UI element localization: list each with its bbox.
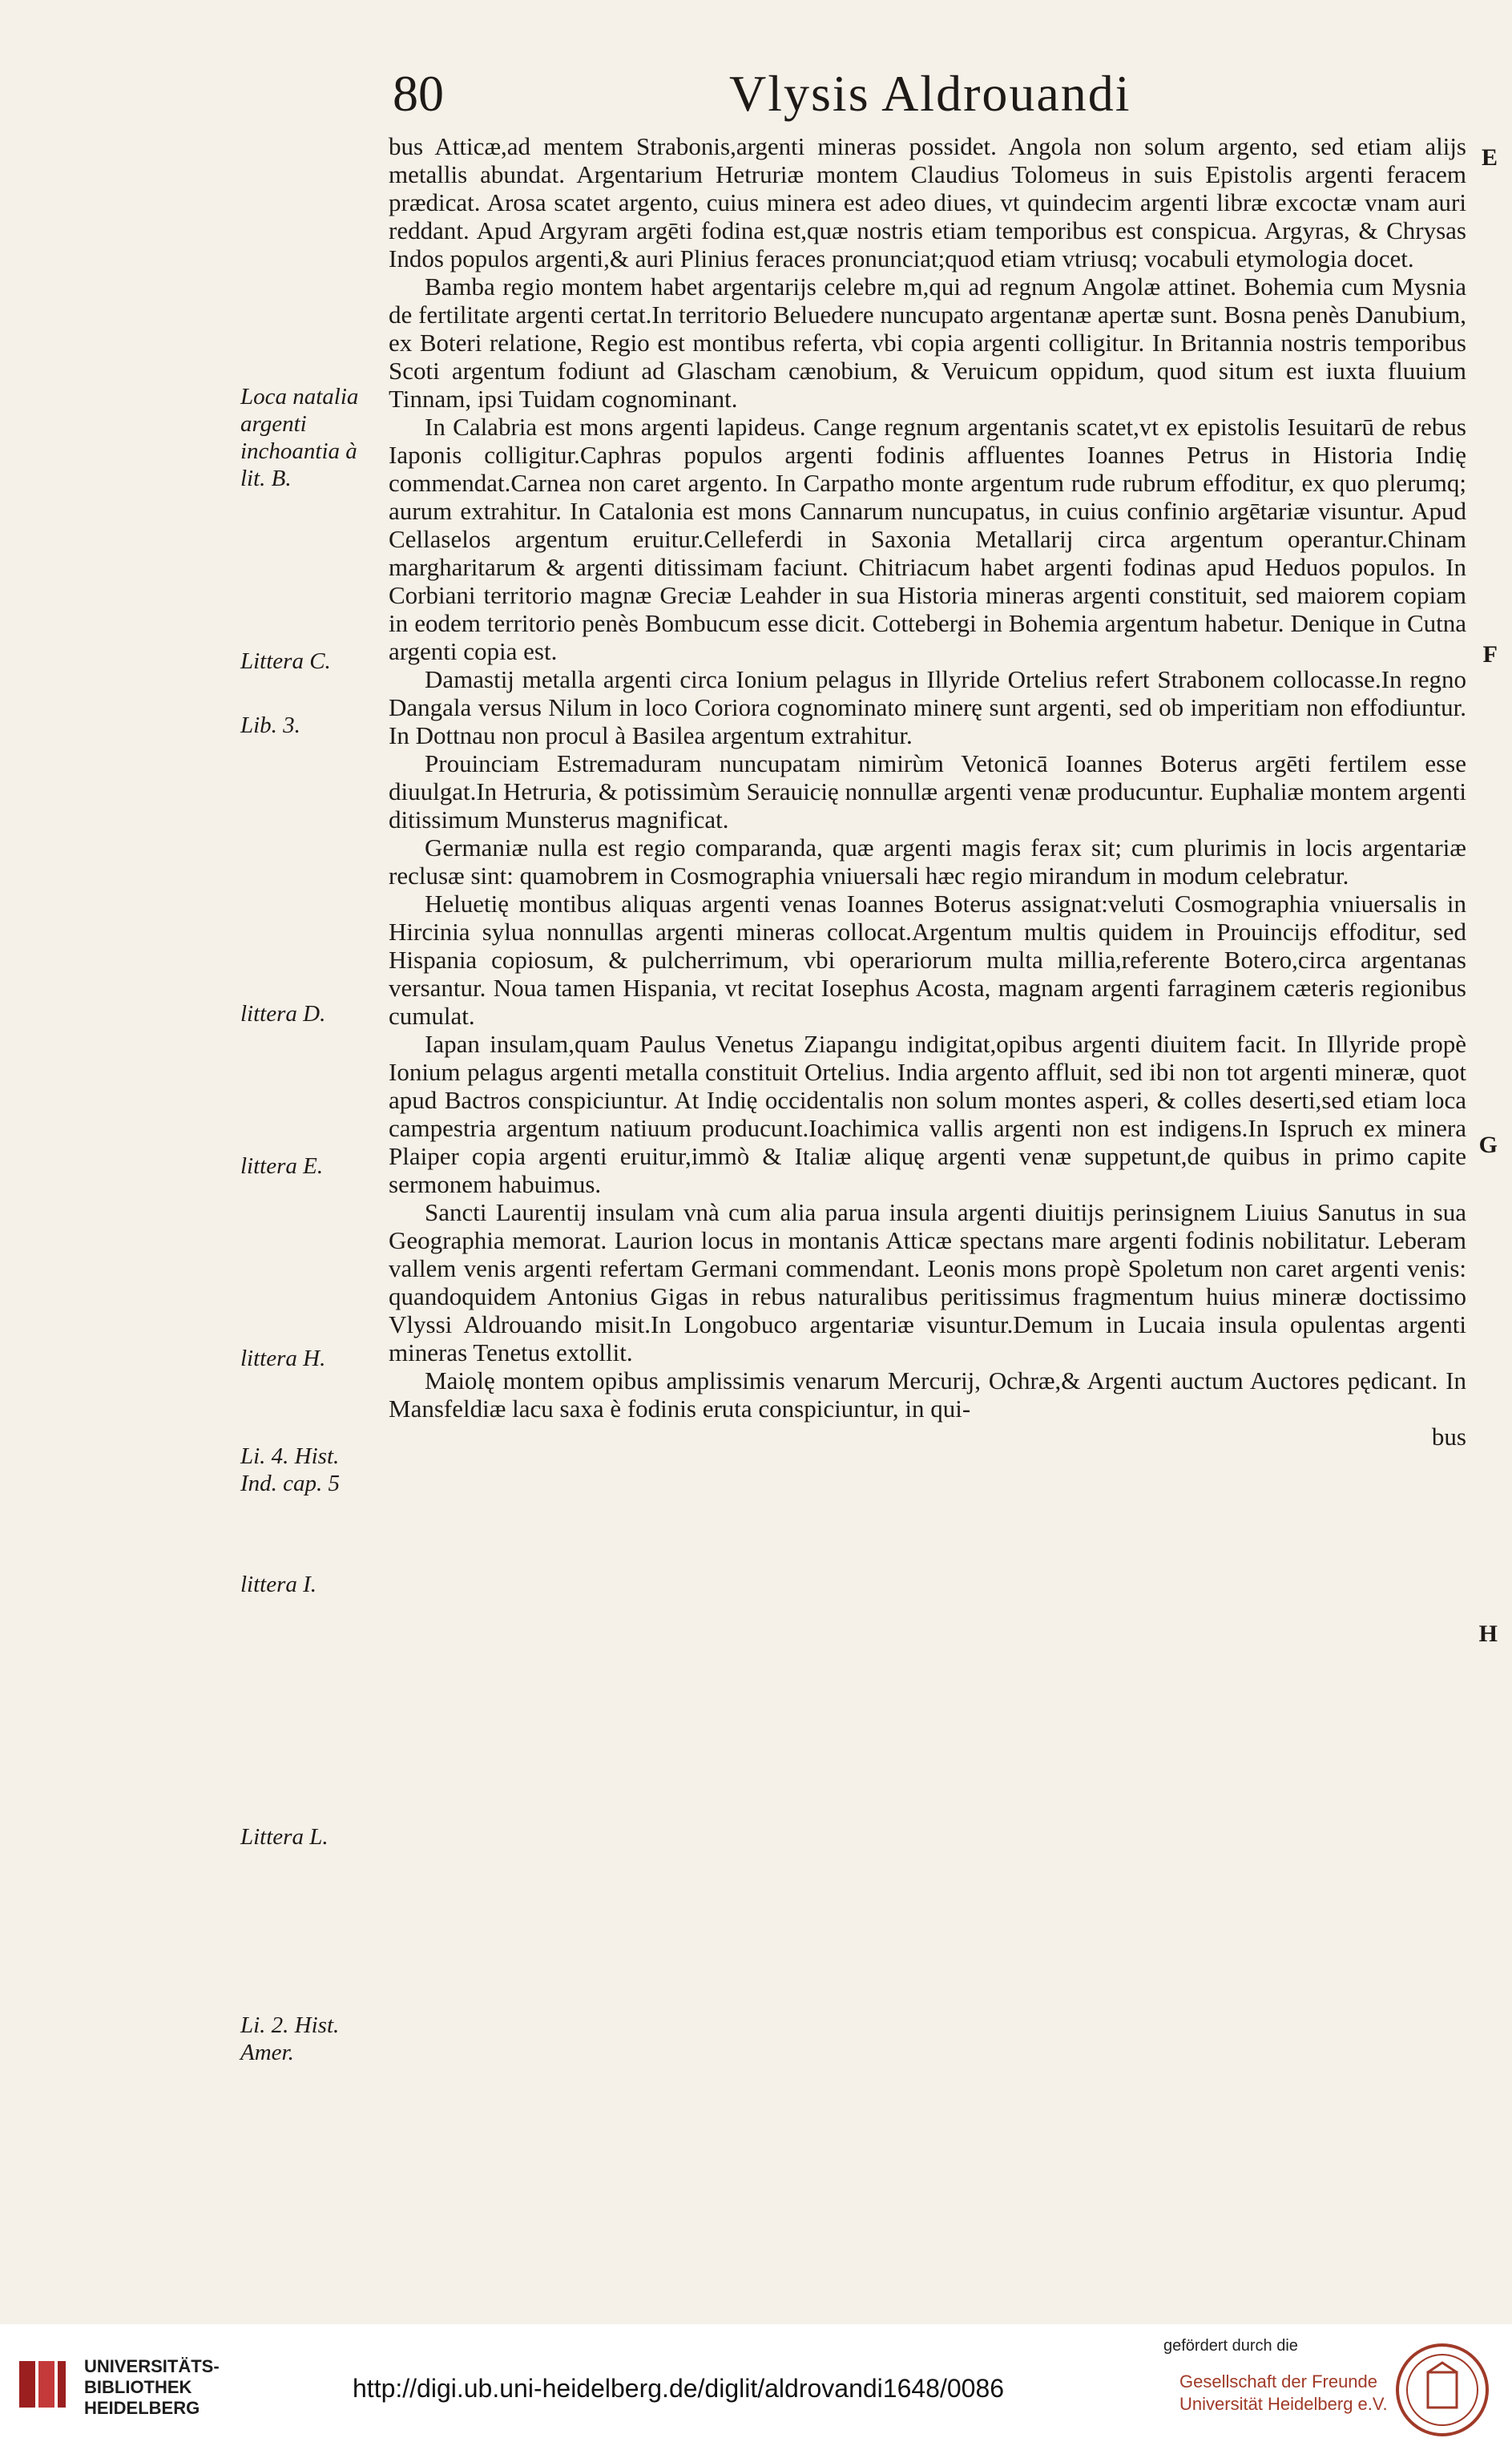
- margin-note: littera H.: [240, 1346, 326, 1371]
- paragraph: Iapan insulam,quam Paulus Venetus Ziapangu indigitat,opibus argenti diuitem facit. In Illyride propè Ionium pelagus argenti metalla constituit Ortelius. India argento affluit, sed ibi non tot argenti mineræ, quot apud Bactros conspiciuntur. At Indię occidentalis non solum montes asperi, & colles deserti,sed etiam loca campestria argentum natiuum producunt.Ioachimica vallis argenti non est indigens.In Ispruch ex minera Plaiper copia argenti eruitur,immò & Italiæ aliquę argenti venæ suppetunt,de quibus in primo capite sermonem habuimus.: [389, 1030, 1466, 1198]
- page-header: [0, 56, 1512, 128]
- signature-mark: G: [1478, 1132, 1498, 1158]
- running-title: Vlysis Aldrouandi: [729, 65, 1131, 122]
- margin-note: Littera L.: [240, 1824, 329, 1850]
- paragraph: Damastij metalla argenti circa Ionium pelagus in Illyride Ortelius refert Strabonem collocasse.In regno Dangala versus Nilum in loco Coriora cognominato minerę sunt argenti, sed ob imperitiam non effodiuntur. In Dottnau non procul à Basilea argentum extrahitur.: [389, 665, 1466, 749]
- paragraph: bus Atticæ,ad mentem Strabonis,argenti mineras possidet. Angola non solum argento, sed etiam alijs metallis abundat. Argentarium Hetruriæ montem Claudius Tolomeus in suis Epistolis argenti feracem prædicat. Arosa scatet argento, cuius minera est adeo diues, vt quindecim argenti libræ excoctæ vnam auri reddant. Apud Argyram argēti fodina est,quæ nostris etiam temporibus est conspicua. Argyras, & Chrysas Indos populos argenti,& auri Plinius feraces pronunciat;quod etiam vtriusq; vocabuli etymologia docet.: [389, 132, 1466, 272]
- catchword: bus: [1431, 1423, 1466, 1451]
- page-number: 80: [393, 65, 444, 122]
- paragraph: Germaniæ nulla est regio comparanda, quæ argenti magis ferax sit; cum plurimis in locis argentariæ reclusæ sint: quamobrem in Cosmographia vniuersali hæc regio mirandum in modum celebratur.: [389, 834, 1466, 890]
- paragraph: Prouinciam Estremaduram nuncupatam nimirùm Vetonicā Ioannes Boterus argēti fertilem esse diuulgat.In Hetruria, & potissimùm Serauicię nonnullæ argenti venæ producuntur. Euphaliæ montem argenti ditissimum Munsterus magnificat.: [389, 749, 1466, 834]
- sponsor-name[interactable]: Gesellschaft der Freunde Universität Heidelberg e.V.: [1179, 2371, 1388, 2414]
- permalink-url[interactable]: http://digi.ub.uni-heidelberg.de/diglit/aldrovandi1648/0086: [353, 2374, 1005, 2403]
- sponsor-intro: gefördert durch die: [1163, 2337, 1298, 2355]
- university-seal-icon: [1394, 2342, 1490, 2438]
- signature-mark: E: [1481, 144, 1498, 171]
- paragraph: In Calabria est mons argenti lapideus. Cange regnum argentanis scatet,vt ex epistolis Iesuitarū de rebus Iaponis colligitur.Caphras populos argenti fodinis affluentes Ioannes Petrus in Historia Indię commendat.Carnea non caret argento. In Carpatho monte argentum rude rubrum effoditur, ex quo plerumq; aurum extrahitur. In Catalonia est mons Cannarum nuncupatus, in cuius confinio argētariæ visuntur. Apud Cellaselos argentum eruitur.Celleferdi in Saxonia Metallarij circa argentum operantur.Chinam margharitarum & argenti ditissimam faciunt. Chitriacum habet argenti fodinas apud Heduos populos. In Corbiani territorio magnæ Greciæ Leahder in sua Historia mineras argenti constituit, sed maiorem copiam in eodem territorio penès Bombucum esse dicit. Cottebergi in Bohemia argentum habetur. Denique in Cutna argenti copia est.: [389, 413, 1466, 665]
- margin-note: Li. 2. Hist. Amer.: [240, 2012, 340, 2065]
- margin-note: littera I.: [240, 1572, 317, 1597]
- viewer-footer: [0, 2324, 1512, 2442]
- paragraph: Maiolę montem opibus amplissimis venarum Mercurij, Ochræ,& Argenti auctum Auctores pędicant. In Mansfeldiæ lacu saxa è fodinis eruta conspiciuntur, in qui-: [389, 1366, 1466, 1423]
- signature-mark: H: [1478, 1621, 1498, 1647]
- library-logo-icon: [14, 2356, 71, 2412]
- main-text: [389, 132, 1466, 1451]
- margin-note: Li. 4. Hist. Ind. cap. 5: [240, 1443, 341, 1496]
- margin-note: Lib. 3.: [240, 712, 300, 738]
- library-name: UNIVERSITÄTS- BIBLIOTHEK HEIDELBERG: [84, 2356, 220, 2418]
- margin-note: littera D.: [240, 1001, 326, 1027]
- margin-note: littera E.: [240, 1153, 324, 1179]
- paragraph: Heluetię montibus aliquas argenti venas Ioannes Boterus assignat:veluti Cosmographia vniuersalis in Hircinia sylua nonnullas argenti mineras collocat.Argentum multis quidem in Prouincijs effoditur, sed Hispania copiosum, & pulcherrimum, vbi operariorum multa millia,referente Botero,circa argentanas versantur. Noua tamen Hispania, vt recitat Iosephus Acosta, magnam argenti farraginem cæteris regionibus cumulat.: [389, 890, 1466, 1030]
- paragraph: Sancti Laurentij insulam vnà cum alia parua insula argenti diuitijs perinsignem Liuius Sanutus in sua Geographia memorat. Laurion locus in montanis Atticæ spectans mare argenti fodinis nobilitatur. Leberam vallem venis argenti refertam Germani commendant. Leonis mons propè Spoletum non caret argenti venis: quandoquidem Antonius Gigas in rebus naturalibus peritissimus fragmentum huius mineræ doctissimo Vlyssi Aldrouando misit.In Longobuco argentariæ visuntur.Demum in Lucaia insula opulentas argenti mineras Tenetus extollit.: [389, 1198, 1466, 1366]
- signature-mark: F: [1482, 641, 1498, 668]
- margin-note: Loca natalia argenti inchoantia à lit. B.: [240, 384, 359, 491]
- margin-note: Littera C.: [240, 648, 331, 674]
- paragraph: Bamba regio montem habet argentarijs celebre m,qui ad regnum Angolæ attinet. Bohemia cum Mysnia de fertilitate argenti certat.In territorio Beluedere nuncupato argentanæ apertæ sunt. Bosna penès Danubium, ex Boteri relatione, Regio est montibus referta, vbi copia argenti colligitur. In Britannia nostris temporibus Scoti argentum fodiunt ad Glascham cænobium, & Veruicum oppidum, quod situm est iuxta fluuium Tinnam, ipsi Tuidam cognominant.: [389, 272, 1466, 413]
